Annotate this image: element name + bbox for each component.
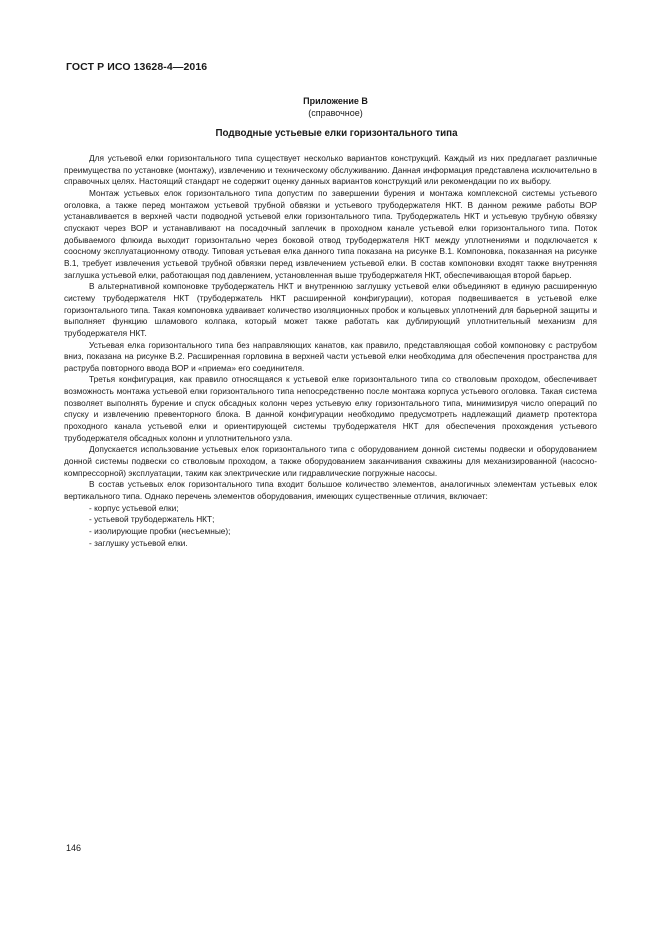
list-item: - устьевой трубодержатель НКТ; (89, 514, 215, 525)
element-list (64, 503, 597, 550)
appendix-subtitle: (справочное) (308, 108, 363, 118)
section-title: Подводные устьевые елки горизонтального типа (215, 128, 458, 139)
list-item: - корпус устьевой елки; (89, 502, 179, 513)
paragraph: В состав устьевых елок горизонтального типа входит большое количество элементов, аналогичных элементам устьевых елок вертикального типа. Однако перечень элементов оборудования, имеющих существенные отличия, включает: (64, 479, 597, 502)
paragraph: Устьевая елка горизонтального типа без направляющих канатов, как правило, представляющая собой компоновку с раструбом вниз, показана на рисунке В.2. Расширенная горловина в верхней части устьевой елки необходима для обеспечения пространства для раструба повторного ввода ВОР и «приема» его соединителя. (64, 339, 597, 373)
list-item: - заглушку устьевой елки. (89, 537, 188, 548)
page-number: 146 (66, 843, 82, 853)
list-item: - изолирующие пробки (несъемные); (89, 526, 231, 536)
paragraph: В альтернативной компоновке трубодержатель НКТ и внутреннюю заглушку устьевой елки объединяют в единую расширенную систему трубодержателя НКТ (трубодержатель НКТ расширенной конфигурации), которая подвешивается в устьевой елке горизонтального типа. Такая компоновка удваивает количество изоляционных пробок и кольцевых уплотнений для барьерной защиты и выполняет функцию шламового колпака, который может также работать как дублирующий уплотнительный механизм для трубодержателя НКТ. (64, 281, 597, 338)
appendix-title: Приложение В (303, 96, 368, 106)
paragraph: Третья конфигурация, как правило относящаяся к устьевой елке горизонтального типа со стволовым проходом, обеспечивает возможность монтажа устьевой елки горизонтального типа непосредственно после монтажа корпуса устьевого оголовка. Такая система позволяет выполнять бурение и спуск обсадных колонн через устьевую елку горизонтального типа, минимизируя число операций по спуску и извлечению превенторного блока. В данной конфигурации необходимо предусмотреть надлежащий диаметр протектора проходного канала устьевой елки и ориентирующей системы трубодержателя НКТ для обеспечения прохождения устьевого трубодержателя обсадных колонн и уплотнительного узла. (64, 374, 597, 443)
document-header: ГОСТ Р ИСО 13628-4—2016 (66, 61, 208, 73)
paragraph: Допускается использование устьевых елок горизонтального типа с оборудованием донной системы подвески и оборудованием донной системы подвески со стволовым проходом, а также оборудованием заканчивания скважины для механизированной (насосно-компрессорной) эксплуатации, таким как электрические или гидравлические погружные насосы. (64, 444, 597, 478)
body-text (64, 153, 597, 549)
paragraph: Для устьевой елки горизонтального типа существует несколько вариантов конструкций. Каждый из них предлагает различные преимущества по установке (монтажу), извлечению и техническому обслуживанию. Данная информация представлена исключительно в справочных целях. Настоящий стандарт не содержит оценку данных вариантов конструкций или рекомендации по их выбору. (64, 153, 597, 187)
paragraph: Монтаж устьевых елок горизонтального типа допустим по завершении бурения и монтажа комплексной системы устьевого оголовка, а также перед монтажом устьевой трубной обвязки и устьевого трубодержателя НКТ. В данном режиме работы ВОР устанавливается в верхней части подводной устьевой елки горизонтального типа. Трубодержатель НКТ и устьевую трубную обвязку спускают через ВОР и устанавливают на посадочный заплечик в проходном канале устьевой елки горизонтального типа. Поток добываемого флюида выходит горизонтально через боковой отвод трубодержателя НКТ между уплотнениями и подключается к соосному эксплуатационному отводу. Типовая устьевая елка данного типа показана на рисунке В.1. Компоновка, показанная на рисунке В.1, требует извлечения устьевой трубной обвязки перед извлечением устьевой елки. В состав компоновки входят также внутренняя заглушка устьевой елки, работающая под давлением, установленная выше трубодержателя НКТ, обеспечивающая второй барьер. (64, 187, 597, 280)
appendix-heading (0, 95, 661, 119)
